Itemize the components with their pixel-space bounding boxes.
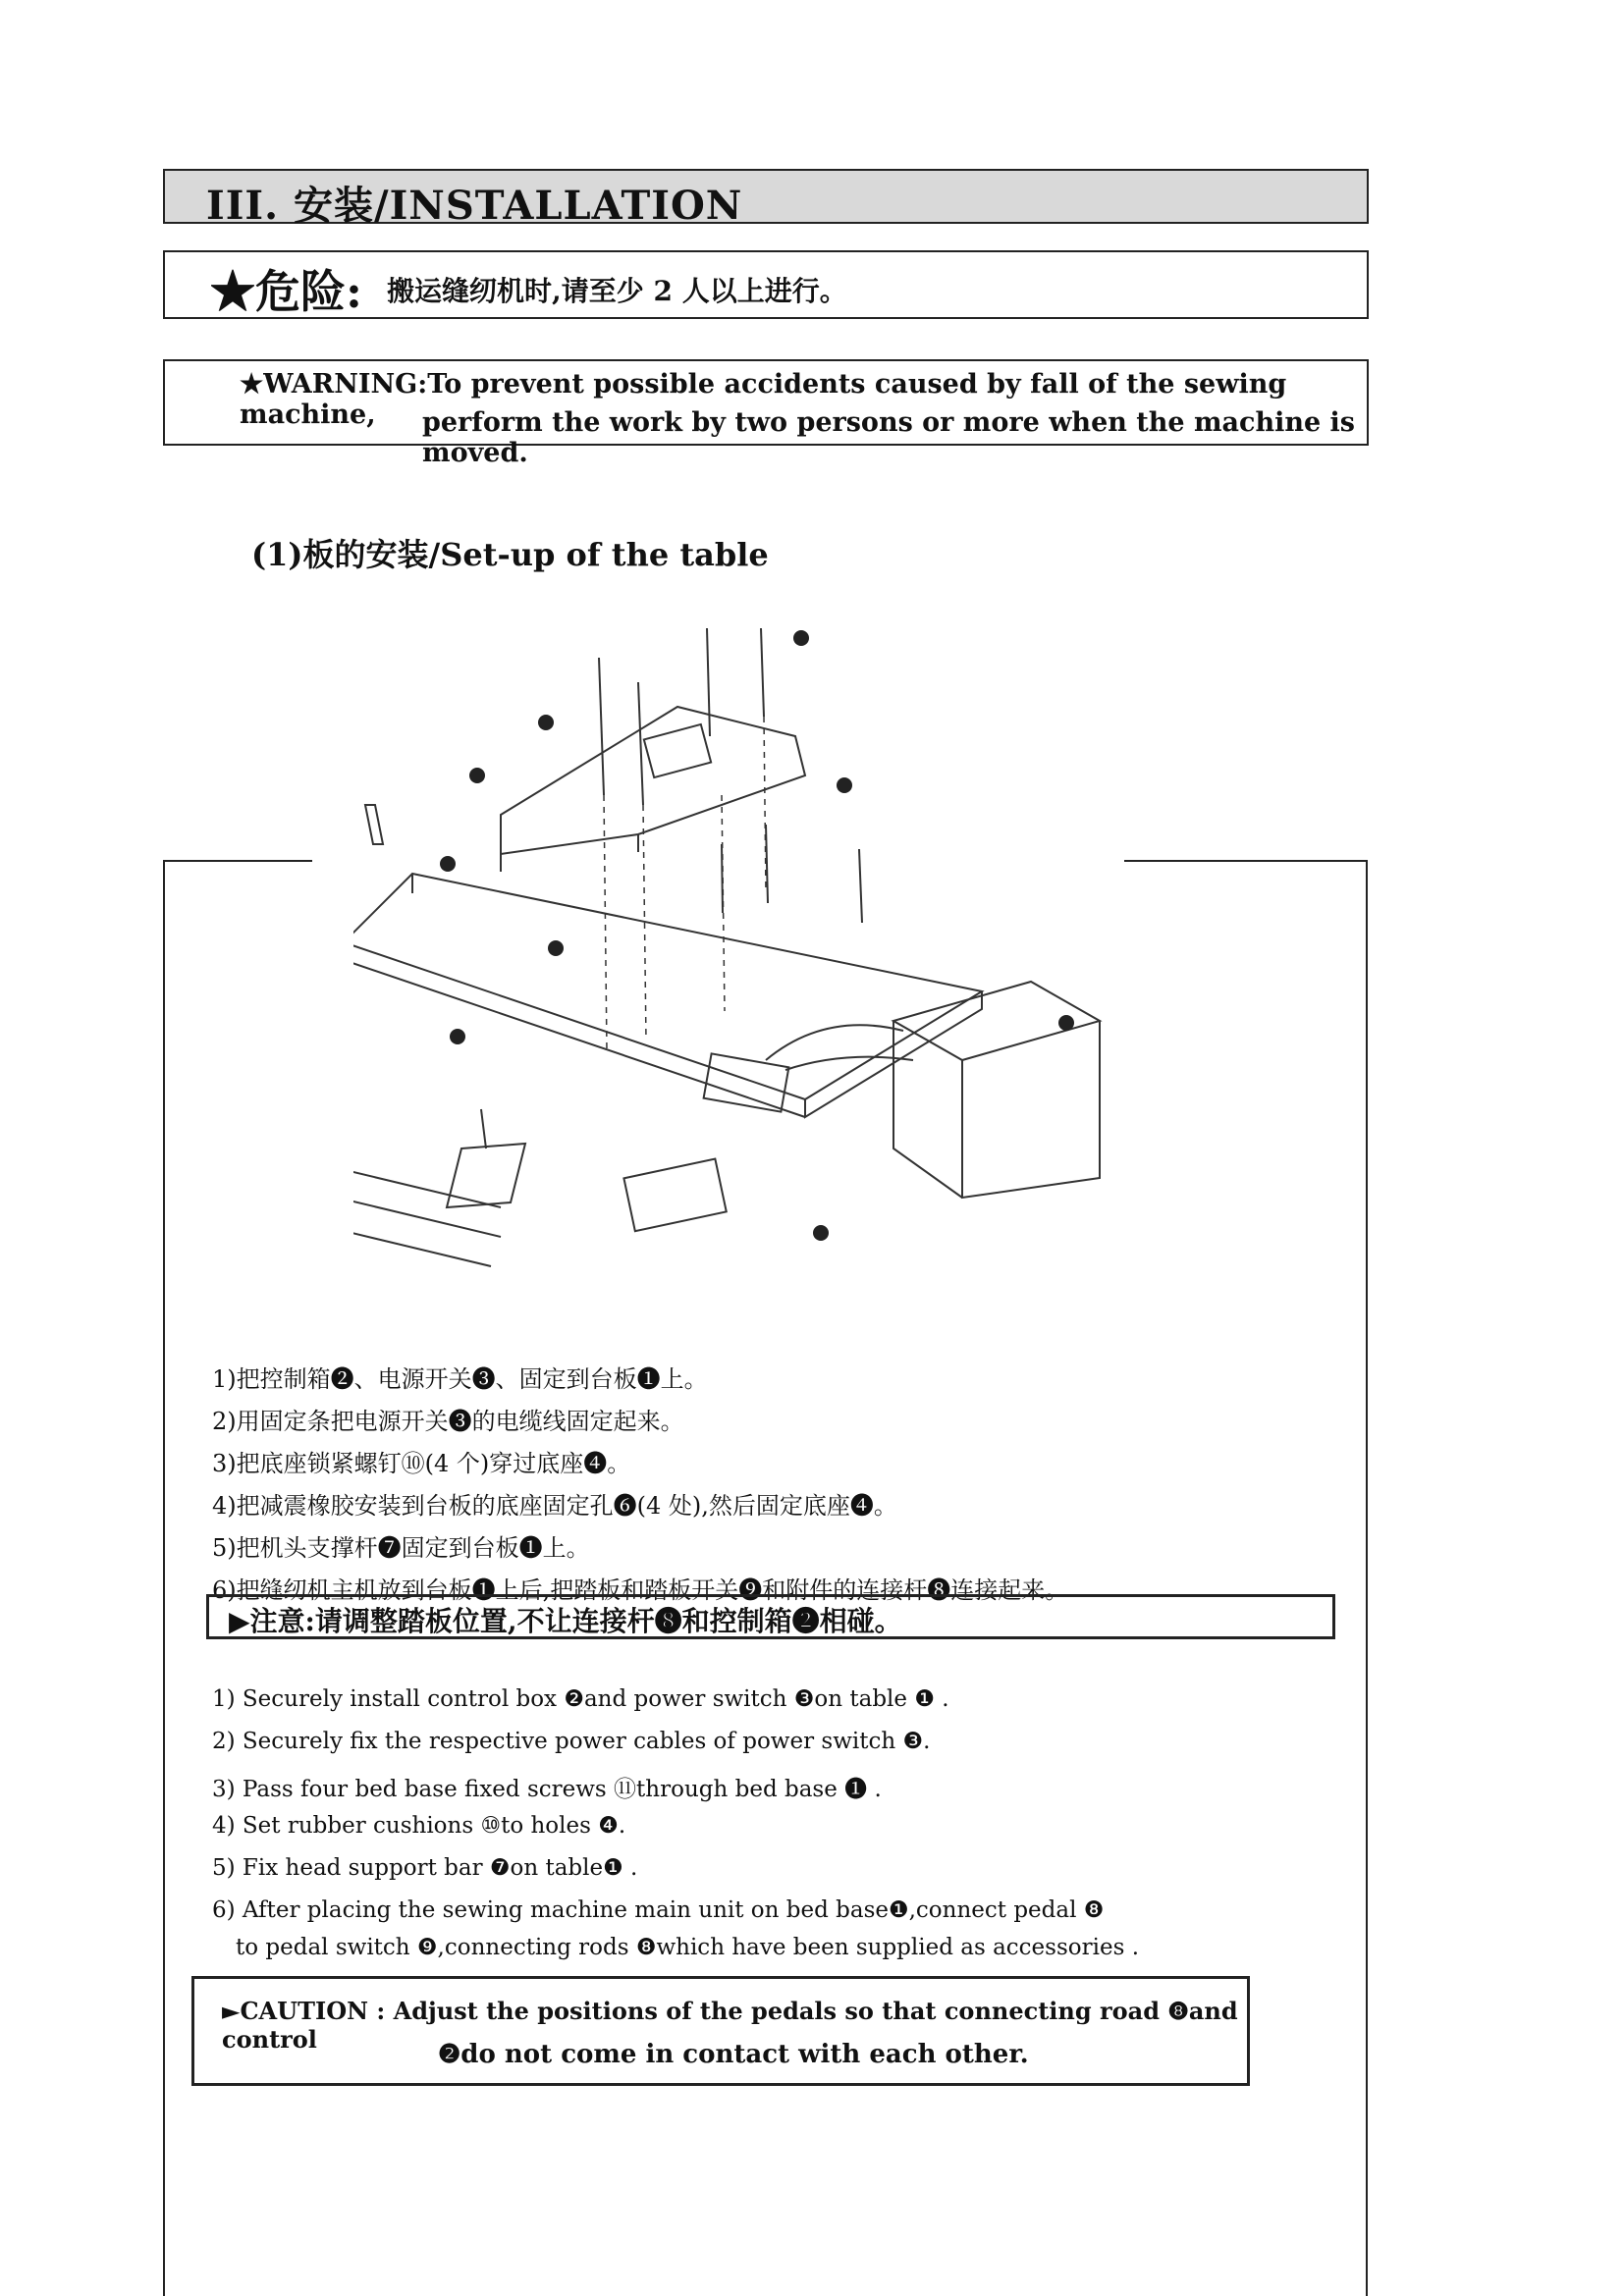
warning-line-1: ★WARNING:To prevent possible accidents caused by fall of the sewing machine, — [240, 369, 1287, 430]
caution-box — [191, 1976, 1250, 2086]
step-zh-1: 1)把控制箱❷、电源开关❸、固定到台板❶上。 — [212, 1365, 708, 1393]
installation-diagram — [353, 599, 1119, 1276]
step-zh-6: 6)把缝纫机主机放到台板❶上后,把踏板和踏板开关❾和附件的连接杆❽连接起来。 — [212, 1576, 1069, 1604]
frame-border-right — [1366, 860, 1368, 2296]
caution-line-2: ❷do not come in contact with each other. — [438, 2040, 1029, 2069]
step-en-3: 3) Pass four bed base fixed screws ⑪through bed base ❶ . — [212, 1777, 882, 1802]
danger-notice — [163, 250, 1369, 319]
section-header — [163, 169, 1369, 229]
warning-notice — [163, 359, 1369, 468]
note-zh: ▶注意:请调整踏板位置,不让连接杆❽和控制箱❷相碰。 — [229, 1605, 902, 1637]
step-en-2: 2) Securely fix the respective power cables of power switch ❸. — [212, 1729, 931, 1754]
warning-line-2: perform the work by two persons or more when the machine is moved. — [422, 407, 1356, 468]
step-zh-4: 4)把减震橡胶安装到台板的底座固定孔❻(4 处),然后固定底座❹。 — [212, 1492, 897, 1520]
step-zh-3: 3)把底座锁紧螺钉⑩(4 个)穿过底座❹。 — [212, 1450, 631, 1477]
section-title: (1)板的安装/Set-up of the table — [251, 536, 769, 573]
step-en-5: 5) Fix head support bar ❼on table❶ . — [212, 1855, 638, 1881]
step-zh-5: 5)把机头支撑杆❼固定到台板❶上。 — [212, 1534, 590, 1562]
frame-border-top-right — [1124, 860, 1368, 862]
step-en-1: 1) Securely install control box ❷and power switch ❸on table ❶ . — [212, 1686, 949, 1712]
frame-border-left — [163, 860, 165, 2296]
frame-border-top-left — [163, 860, 312, 862]
caution-line-1: ►CAUTION : Adjust the positions of the pedals so that connecting road ❽and control — [222, 1997, 1238, 2054]
step-en-6: 6) After placing the sewing machine main unit on bed base❶,connect pedal ❽ — [212, 1897, 1105, 1923]
step-en-4: 4) Set rubber cushions ⑩to holes ❹. — [212, 1813, 626, 1839]
note-box-zh — [206, 1594, 1335, 1639]
danger-text: 搬运缝纫机时,请至少 2 人以上进行。 — [387, 275, 847, 307]
step-en-6-cont: to pedal switch ❾,connecting rods ❽which have been supplied as accessories . — [236, 1935, 1139, 1960]
page-title: III. 安装/INSTALLATION — [206, 183, 743, 229]
danger-label: ★危险: — [210, 265, 362, 318]
step-zh-2: 2)用固定条把电源开关❸的电缆线固定起来。 — [212, 1408, 684, 1435]
